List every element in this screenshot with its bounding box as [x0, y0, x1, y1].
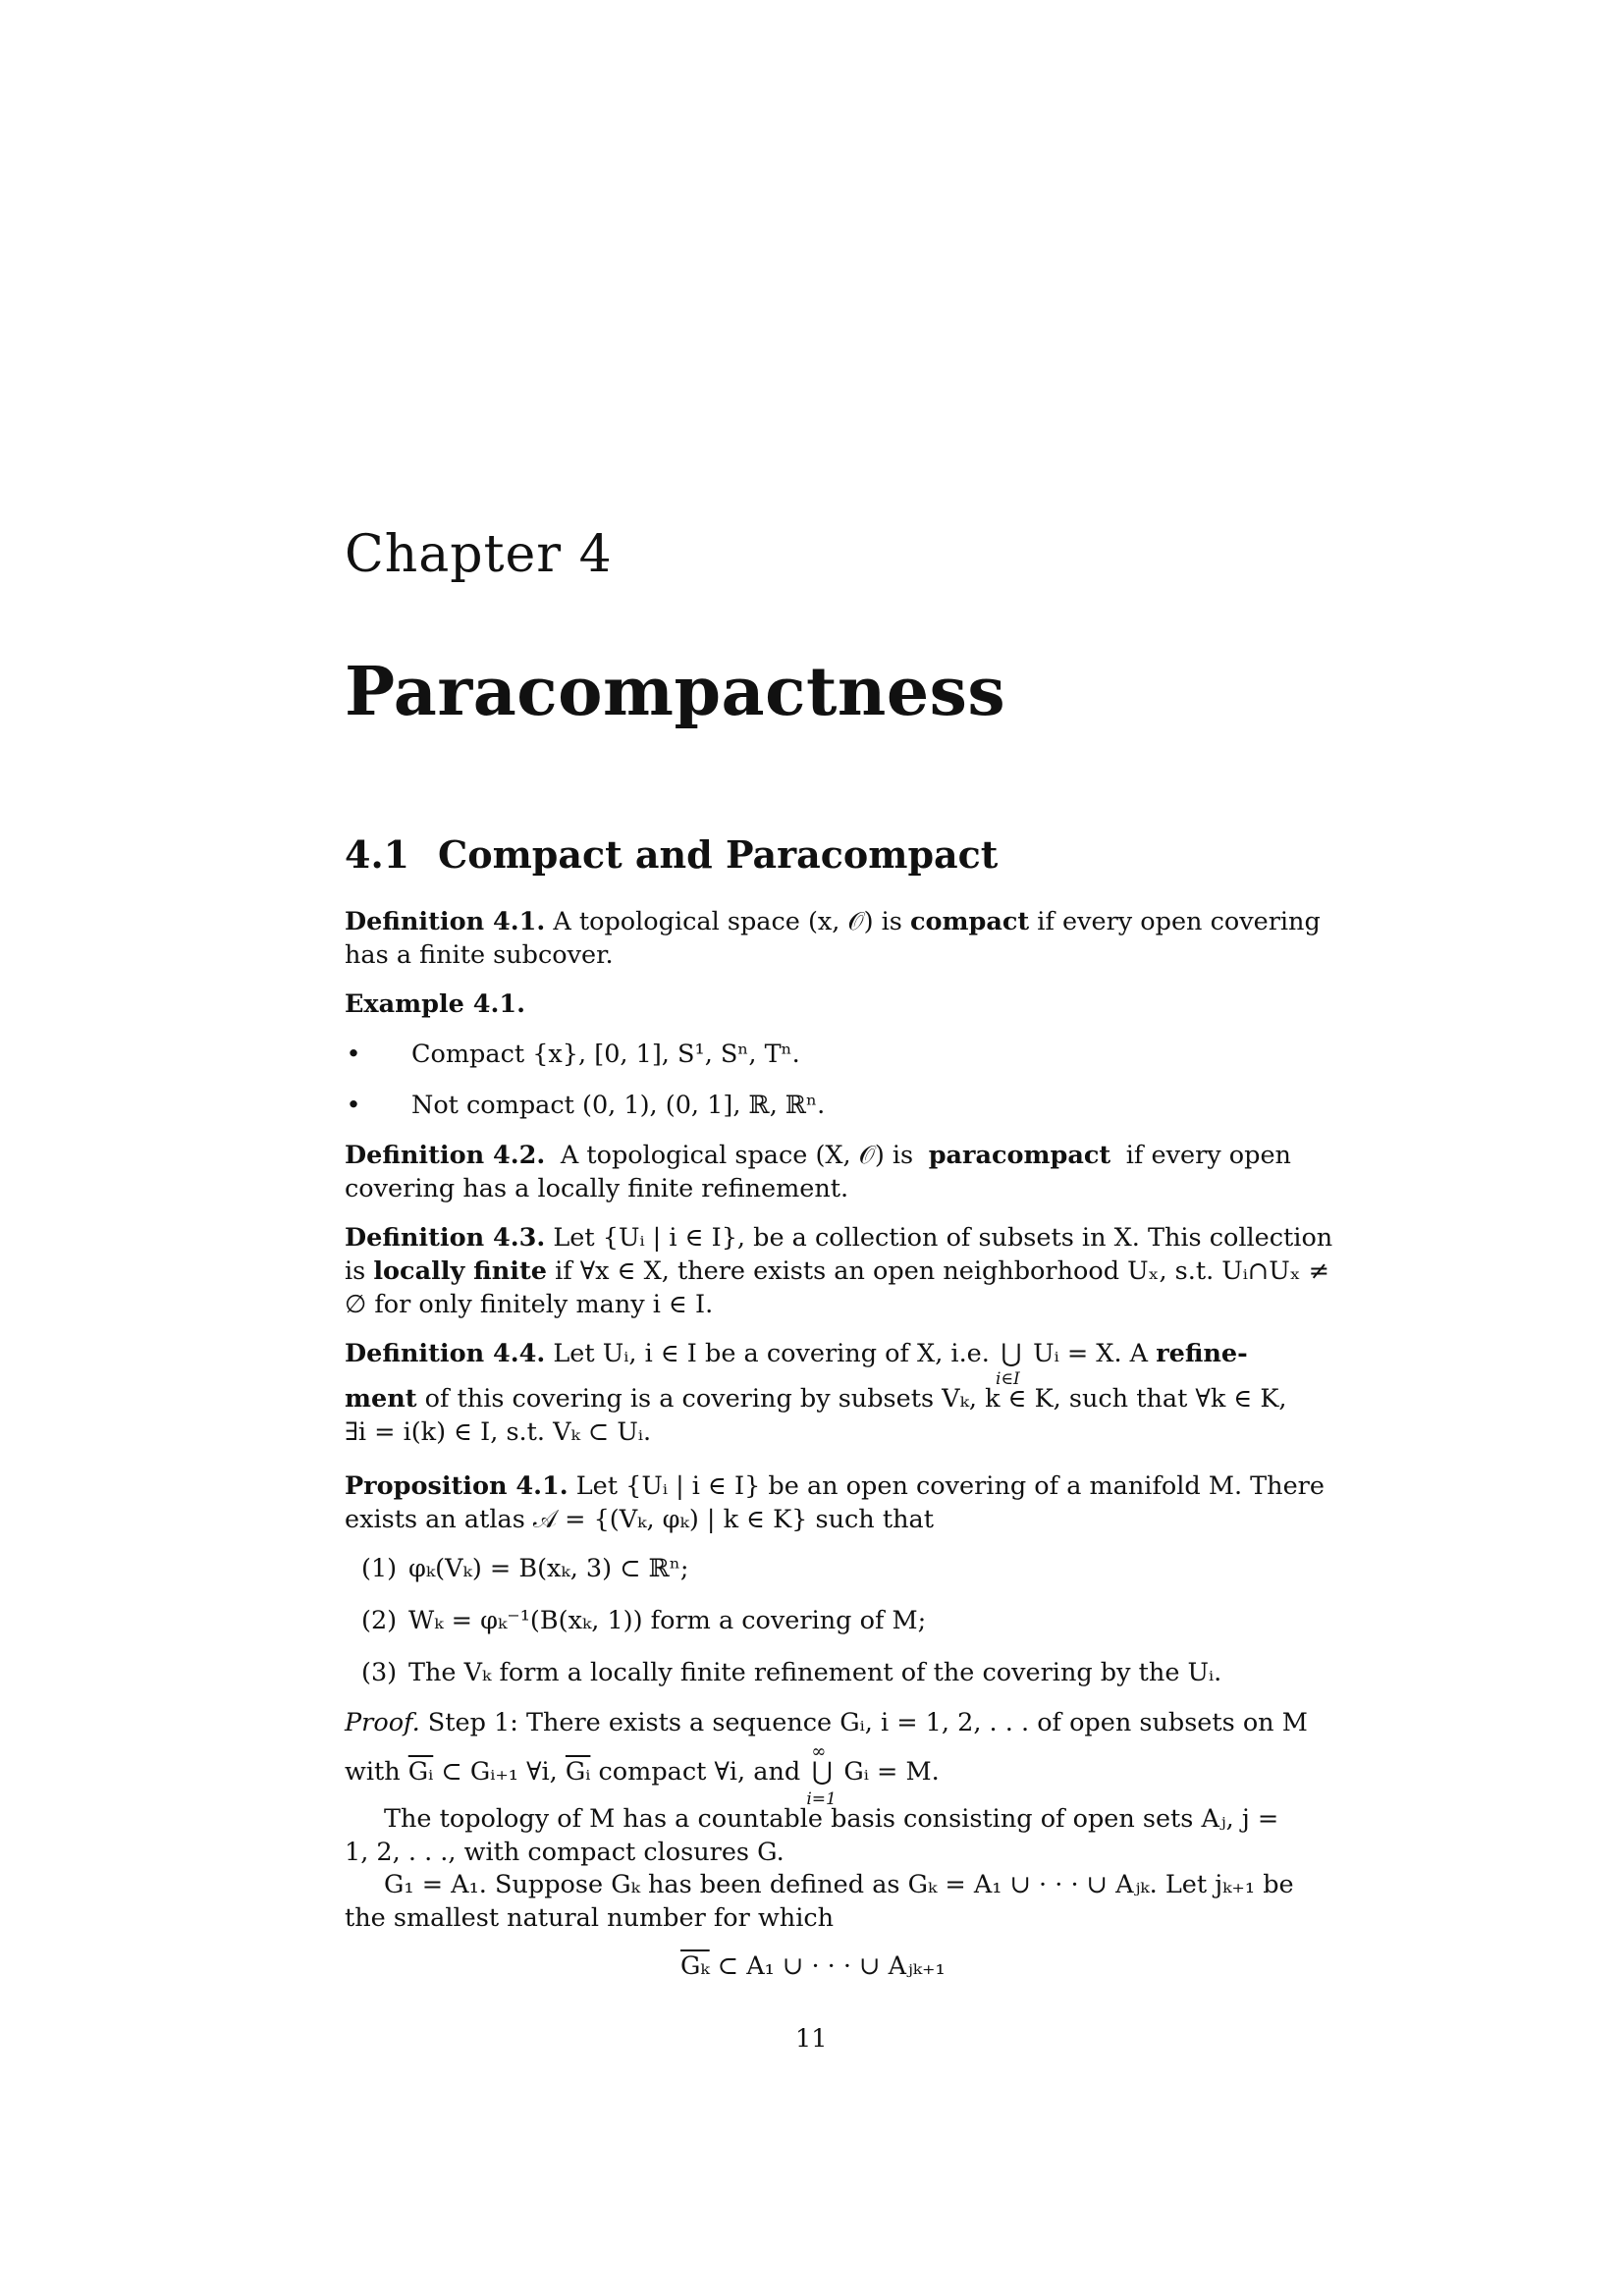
proof-label: Proof.: [345, 1708, 420, 1737]
list-item: • Compact {x}, [0, 1], S¹, Sⁿ, Tⁿ.: [346, 1040, 800, 1069]
proposition-4-1: Proposition 4.1. Let {Uᵢ | i ∈ I} be an open covering of a manifold M. There exists an atlas 𝒜 = {(Vₖ, φₖ) | k ∈ K} such that: [345, 1471, 1325, 1534]
term-locally-finite: locally finite: [373, 1256, 547, 1286]
definition-4-4: Definition 4.4. Let Uᵢ, i ∈ I be a covering of X, i.e. ⋃ i∈I Uᵢ = X. A refine- ment of this covering is a covering by subsets Vₖ, k ∈ K, such that ∀k ∈ K, ∃i = i(k) ∈ I, s.t. Vₖ ⊂ Uᵢ.: [345, 1339, 1287, 1447]
proof: Proof. Step 1: There exists a sequence Gᵢ, i = 1, 2, . . . of open subsets on M with $\overline{Gᵢ}$ ⊂ Gᵢ₊₁ ∀i, $\overline{Gᵢ}$ compact ∀i, and ⋃ ∞ i=1 Gᵢ = M.: [345, 1708, 1308, 1809]
bullet-icon: •: [346, 1091, 361, 1120]
section-heading: [345, 832, 998, 877]
term-compact: compact: [910, 907, 1030, 936]
definition-4-2: Definition 4.2. A topological space (X, 𝒪) is paracompact if every open covering has a locally finite refinement.: [345, 1141, 1291, 1203]
term-paracompact: paracompact: [928, 1141, 1111, 1170]
proof-paragraph: The topology of M has a countable basis consisting of open sets Aⱼ, j = 1, 2, . . ., with compact closures G.: [345, 1804, 1279, 1867]
section-title: Compact and Paracompact: [438, 832, 999, 877]
page-number: 11: [795, 2024, 828, 2054]
big-union-symbol: ⋃ i∈I: [995, 1339, 1022, 1389]
chapter-label: Chapter 4: [345, 525, 613, 584]
definition-4-1: Definition 4.1. A topological space (x, 𝒪) is compact if every open covering has a finite subcover.: [345, 907, 1321, 970]
bullet-icon: •: [346, 1040, 361, 1069]
display-equation: $\overline{G_k}$ ⊂ A₁ ∪ · · · ∪ Aⱼₖ₊₁: [680, 1951, 946, 1981]
list-item: (1) φₖ(Vₖ) = B(xₖ, 3) ⊂ ℝⁿ;: [361, 1554, 689, 1583]
definition-4-3: Definition 4.3. Let {Uᵢ | i ∈ I}, be a collection of subsets in X. This collection is locally finite if ∀x ∈ X, there exists an open neighborhood Uₓ, s.t. Uᵢ∩Uₓ ≠ ∅ for only finitely many i ∈ I.: [345, 1223, 1333, 1319]
list-item: (2) Wₖ = φₖ⁻¹(B(xₖ, 1)) form a covering of M;: [361, 1606, 927, 1635]
proof-paragraph: G₁ = A₁. Suppose Gₖ has been defined as Gₖ = A₁ ∪ · · · ∪ Aⱼₖ. Let jₖ₊₁ be the smallest natural number for which: [345, 1870, 1294, 1933]
list-item: • Not compact (0, 1), (0, 1], ℝ, ℝⁿ.: [346, 1091, 826, 1120]
list-item: (3) The Vₖ form a locally finite refinement of the covering by the Uᵢ.: [361, 1658, 1222, 1687]
chapter-title: Paracompactness: [345, 653, 1006, 731]
section-number: 4.1: [345, 832, 410, 877]
definition-label: Definition 4.1.: [345, 907, 546, 936]
big-union-symbol: ⋃ ∞ i=1: [806, 1741, 837, 1809]
example-4-1-label: Example 4.1.: [345, 989, 526, 1019]
